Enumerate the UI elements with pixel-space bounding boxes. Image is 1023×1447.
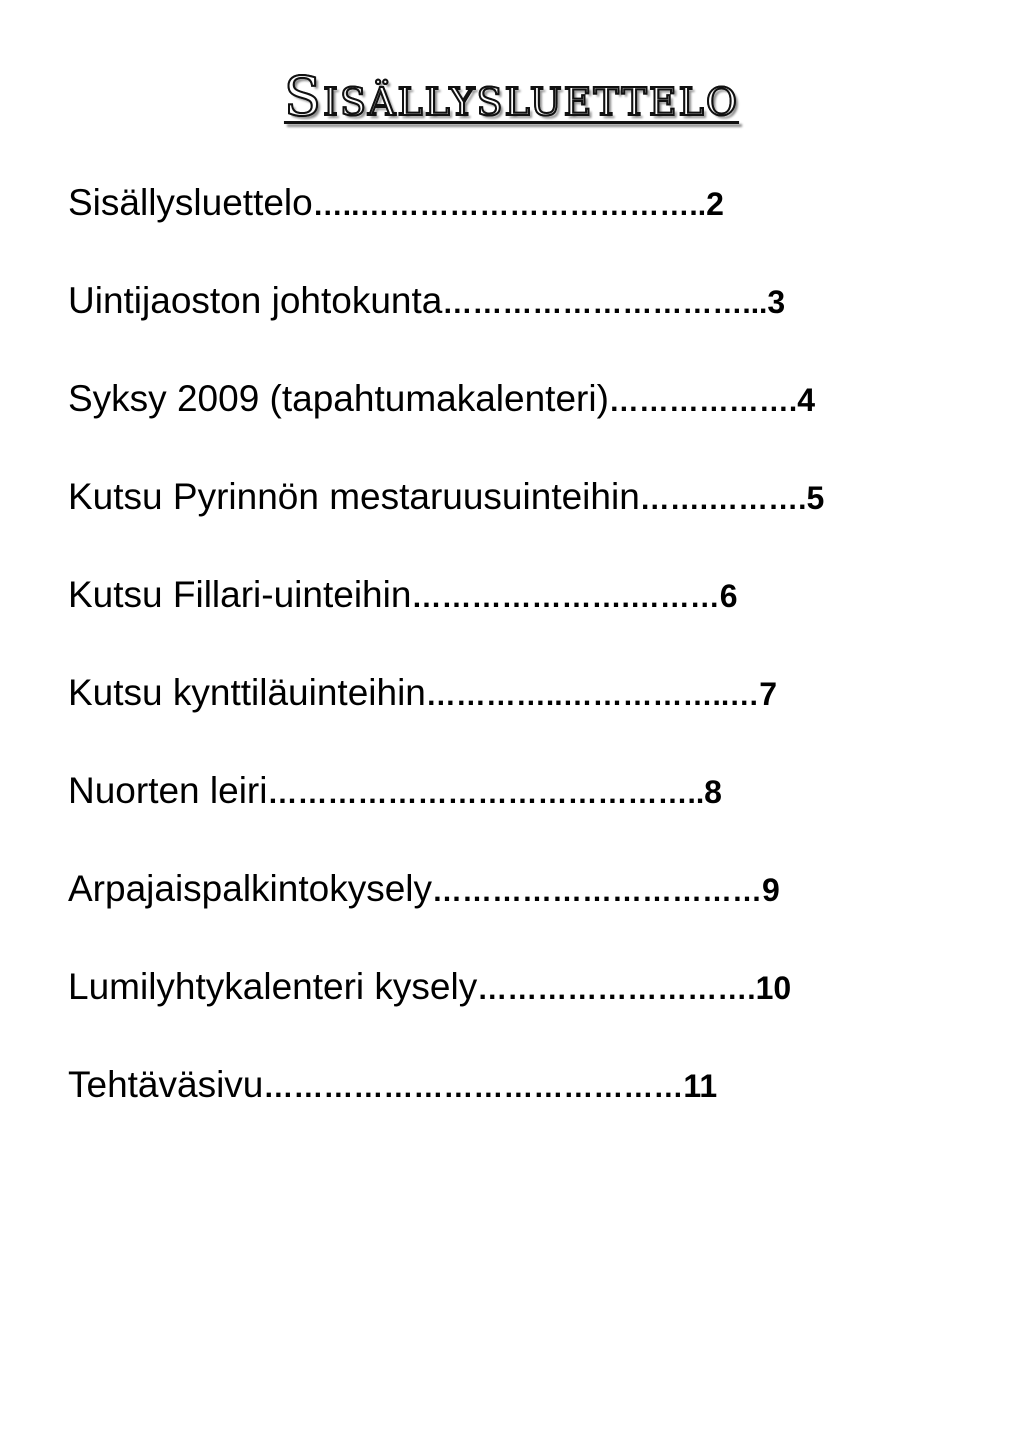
toc-entry-label: Tehtäväsivu <box>68 1064 264 1105</box>
toc-entry-page: 6 <box>719 578 738 614</box>
toc-entry-label: Syksy 2009 (tapahtumakalenteri) <box>68 378 609 419</box>
toc-entry-label: Sisällysluettelo <box>68 182 313 223</box>
toc-entry-label: Arpajaispalkintokysely <box>68 868 433 909</box>
toc-entry-leader: …………..……………..… <box>425 679 760 712</box>
toc-entry-page: 7 <box>759 676 778 712</box>
toc-entry-label: Nuorten leiri <box>68 770 268 811</box>
toc-entry <box>68 766 958 864</box>
toc-entry-leader: …….………. <box>639 483 807 516</box>
toc-entry <box>68 668 958 766</box>
toc-entry-leader: …………………………… <box>432 875 763 908</box>
toc-entry-label: Kutsu Pyrinnön mestaruusuinteihin <box>68 476 640 517</box>
toc-entry-page: 2 <box>706 186 724 222</box>
toc-entry-page: 4 <box>797 382 816 418</box>
toc-entry-label: Uintijaoston johtokunta <box>68 280 443 321</box>
table-of-contents <box>68 178 958 1158</box>
toc-entry-page: 9 <box>762 872 780 908</box>
toc-entry <box>68 570 958 668</box>
toc-entry-label: Lumilyhtykalenteri kysely <box>68 966 478 1007</box>
toc-entry-label: Kutsu kynttiläuinteihin <box>68 672 426 713</box>
toc-entry-label: Kutsu Fillari-uinteihin <box>68 574 412 615</box>
toc-entry-leader: …………………………………… <box>263 1071 684 1104</box>
toc-entry-page: 5 <box>806 480 825 516</box>
toc-entry <box>68 374 958 472</box>
page-title <box>0 62 1023 132</box>
toc-entry <box>68 472 958 570</box>
toc-entry <box>68 178 958 276</box>
toc-entry-leader: …………………………………….. <box>267 777 705 810</box>
toc-entry-page: 8 <box>704 774 722 810</box>
toc-entry-leader: …………………………... <box>442 287 768 320</box>
toc-entry-leader: ………………………. <box>477 973 756 1006</box>
toc-entry-leader: …..…………………………….. <box>312 189 707 222</box>
toc-entry <box>68 864 958 962</box>
toc-entry-page: 11 <box>683 1068 718 1104</box>
page-title-text: Sisällysluettelo <box>283 65 740 128</box>
toc-entry-page: 3 <box>767 284 786 320</box>
toc-entry <box>68 276 958 374</box>
toc-entry-page: 10 <box>755 970 792 1006</box>
toc-entry <box>68 1060 958 1158</box>
toc-entry-leader: ………………….……… <box>411 581 720 614</box>
toc-entry-leader: ………………. <box>608 385 798 418</box>
toc-entry <box>68 962 958 1060</box>
